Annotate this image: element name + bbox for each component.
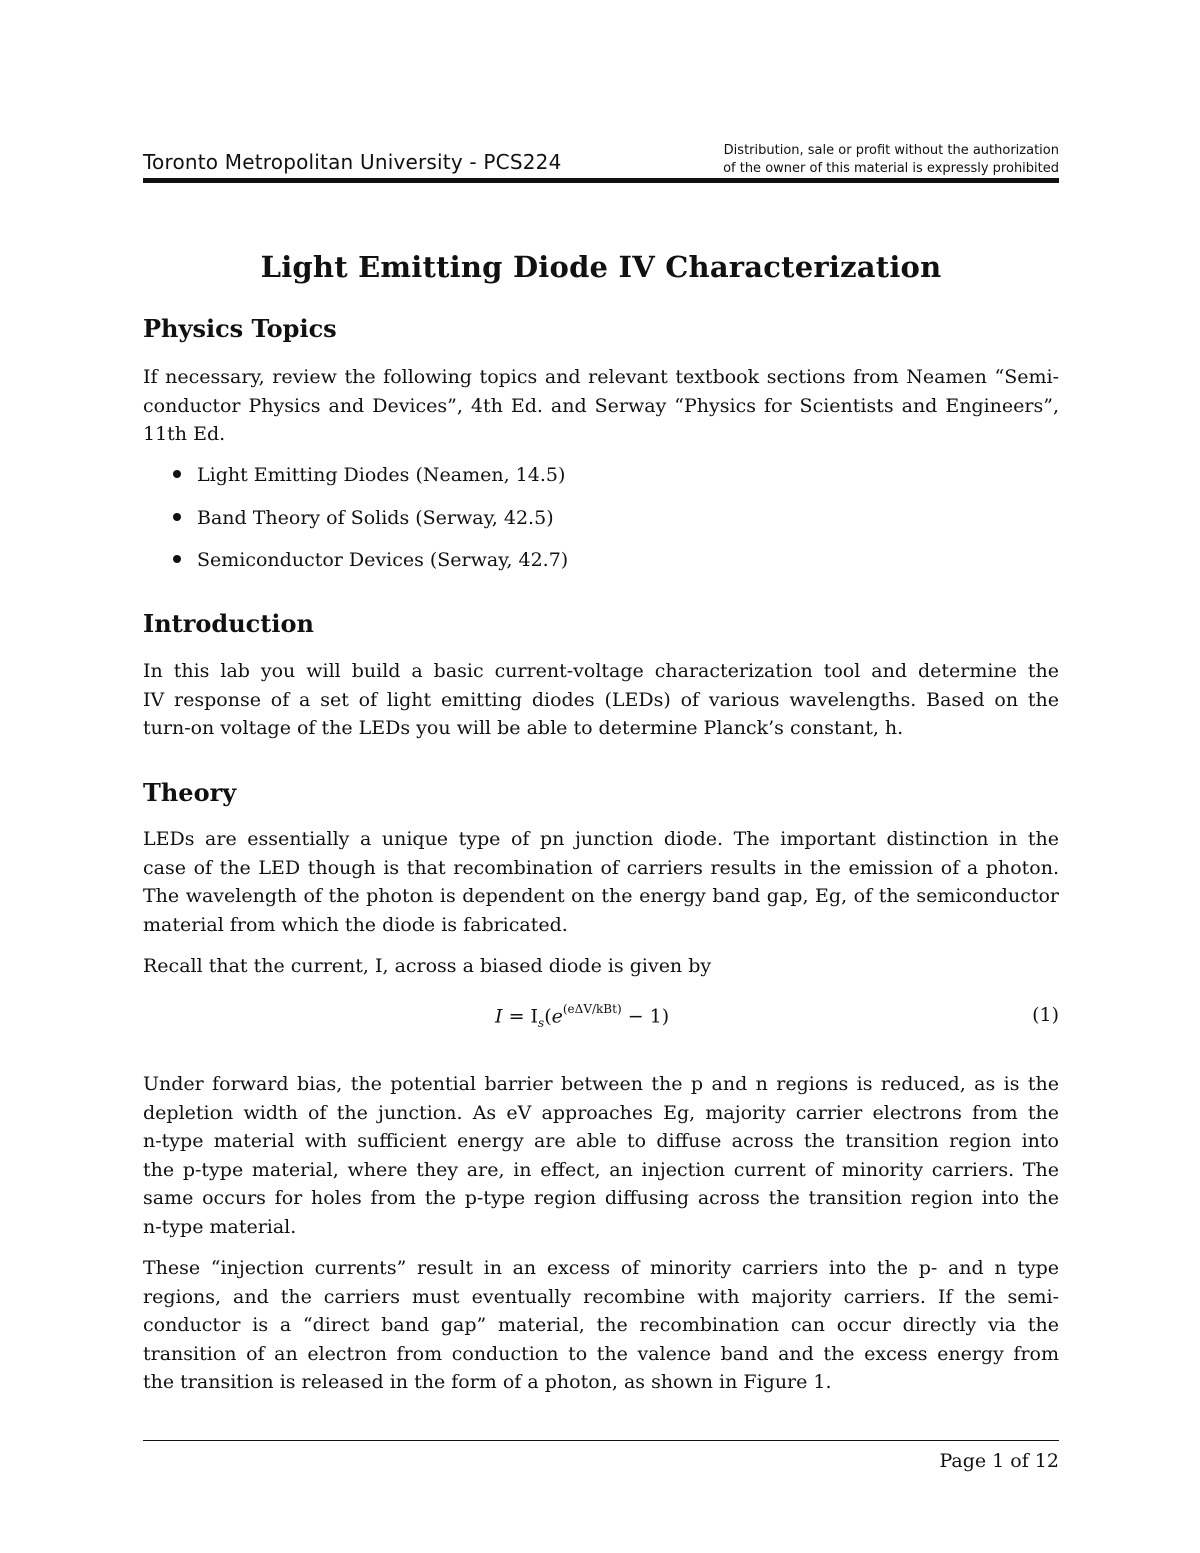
bullet-icon: [173, 470, 181, 478]
list-item-text: Light Emitting Diodes (Neamen, 14.5): [197, 464, 566, 486]
theory-paragraph-1: [143, 825, 1059, 939]
list-item: [173, 504, 554, 532]
text-line: Under forward bias, the potential barrier between the p and n regions is reduced, as is the: [143, 1073, 1059, 1095]
physics-topics-intro: [143, 363, 1059, 449]
header-rule: [143, 178, 1059, 183]
header-notice-line2: of the owner of this material is expressly prohibited: [723, 161, 1059, 176]
heading-physics-topics: Physics Topics: [143, 314, 337, 343]
text-line: depletion width of the junction. As eV approaches Eg, majority carrier electrons from the: [143, 1101, 1059, 1124]
header-course: Toronto Metropolitan University - PCS224: [143, 150, 562, 174]
text-line: the p-type material, where they are, in effect, an injection current of minority carriers. The: [143, 1158, 1059, 1181]
document-title: Light Emitting Diode IV Characterization: [260, 250, 942, 284]
list-item-text: Band Theory of Solids (Serway, 42.5): [197, 507, 554, 529]
page-number: Page 1 of 12: [939, 1450, 1059, 1472]
page-header: [143, 138, 1059, 184]
theory-paragraph-2: [143, 952, 1059, 981]
text-line: regions, and the carriers must eventually recombine with majority carriers. If the semi-: [143, 1285, 1059, 1308]
bullet-icon: [173, 555, 181, 563]
introduction-paragraph: [143, 657, 1059, 743]
equation-subscript: s: [538, 1016, 545, 1031]
list-item: [173, 546, 568, 574]
equation-rhs-suffix: − 1): [627, 1005, 670, 1028]
text-line: n-type material.: [143, 1215, 297, 1238]
heading-introduction: Introduction: [143, 609, 314, 638]
text-line: material from which the diode is fabricated.: [143, 913, 568, 936]
text-line: same occurs for holes from the p-type region diffusing across the transition region into the: [143, 1187, 1059, 1209]
equation-exponent: (eΔV/kBt): [562, 1002, 622, 1016]
equation-number: (1): [1032, 1004, 1059, 1026]
text-line: transition of an electron from conduction to the valence band and the excess energy from: [143, 1342, 1059, 1365]
text-line: LEDs are essentially a unique type of pn junction diode. The important distinction in the: [143, 828, 1059, 850]
footer-rule: [143, 1440, 1059, 1441]
text-line: These “injection currents” result in an excess of minority carriers into the p- and n type: [143, 1257, 1059, 1279]
list-item-text: Semiconductor Devices (Serway, 42.7): [197, 549, 569, 571]
text-line: The wavelength of the photon is dependent on the energy band gap, Eg, of the semiconductor: [143, 885, 1059, 907]
equation-rhs-prefix: = I: [508, 1005, 539, 1028]
equation-lhs: I: [495, 1005, 503, 1028]
text-line: the transition is released in the form of a photon, as shown in Figure 1.: [143, 1371, 832, 1393]
equation-1: [143, 1004, 1059, 1034]
list-item: [173, 461, 565, 489]
text-line: n-type material with sufficient energy are able to diffuse across the transition region into: [143, 1130, 1059, 1152]
heading-theory: Theory: [143, 778, 237, 807]
text-line: Recall that the current, I, across a biased diode is given by: [143, 955, 712, 977]
theory-paragraph-3: [143, 1070, 1059, 1241]
text-line: conductor is a “direct band gap” material, the recombination can occur directly via the: [143, 1314, 1059, 1336]
text-line: case of the LED though is that recombination of carriers results in the emission of a photon.: [143, 856, 1059, 879]
header-notice: [723, 142, 1059, 178]
text-line: conductor Physics and Devices”, 4th Ed. and Serway “Physics for Scientists and Engineers”,: [143, 394, 1059, 417]
theory-paragraph-4: [143, 1254, 1059, 1397]
header-notice-line1: Distribution, sale or profit without the authorization: [723, 143, 1059, 158]
text-line: 11th Ed.: [143, 423, 226, 445]
text-line: IV response of a set of light emitting diodes (LEDs) of various wavelengths. Based on the: [143, 688, 1059, 711]
text-line: In this lab you will build a basic current-voltage characterization tool and determine the: [143, 660, 1059, 682]
text-line: turn-on voltage of the LEDs you will be able to determine Planck’s constant, h.: [143, 717, 904, 739]
text-line: If necessary, review the following topics and relevant textbook sections from Neamen “Semi-: [143, 366, 1059, 388]
equation-body: $I = I_s(e^{(e\Delta V/kBt)} - 1)$: [495, 1002, 670, 1031]
bullet-icon: [173, 513, 181, 521]
